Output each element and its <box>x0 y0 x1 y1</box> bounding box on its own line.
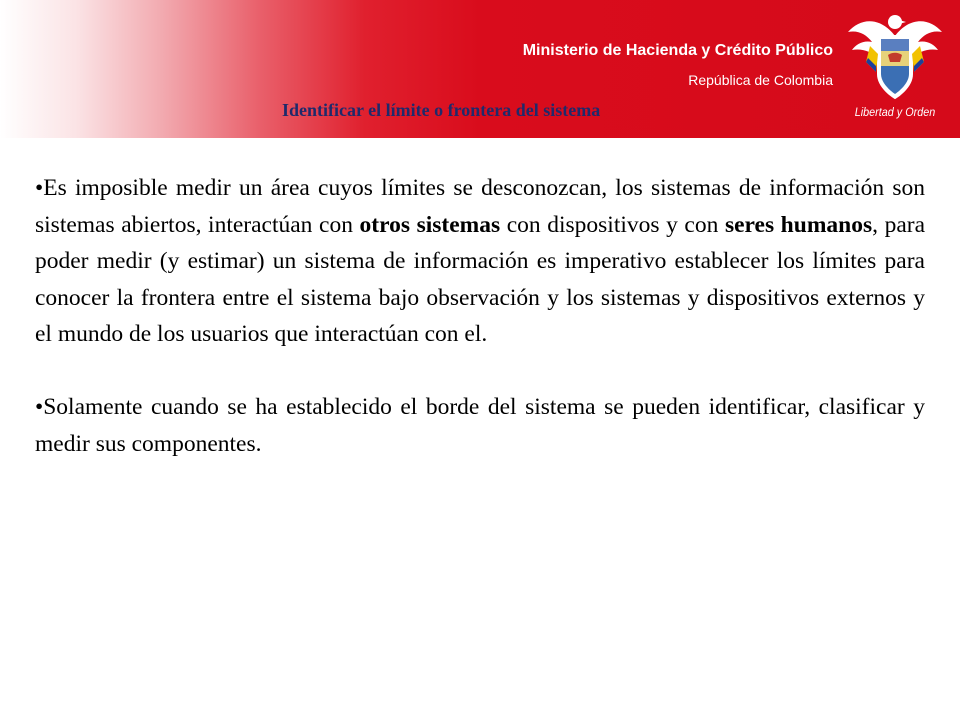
republic-name: República de Colombia <box>688 72 833 88</box>
bullet-2: • <box>35 394 44 420</box>
slide-title: Identificar el límite o frontera del sistema <box>282 100 601 120</box>
ministry-name: Ministerio de Hacienda y Crédito Público <box>522 42 833 59</box>
p1-run-1: Es imposible medir un área cuyos límites se desconozcan, los sistemas de información son sistemas abiertos, interactúan con <box>35 175 925 238</box>
p1-emph-seres-humanos: seres humanos <box>724 211 873 238</box>
p1-emph-otros-sistemas: otros sistemas <box>359 211 501 238</box>
p2-text: Solamente cuando se ha establecido el borde del sistema se pueden identificar, clasificar y medir sus componentes. <box>35 394 925 457</box>
motto-text: Libertad y Orden <box>854 105 936 119</box>
bullet-1: • <box>35 175 44 201</box>
p1-run-3: , para poder medir (y estimar) un sistema de información es imperativo establecer los límites para conocer la frontera entre el sistema bajo observación y los sistemas y dispositivos externos y el mundo de los usuarios que interactúan con el. <box>35 211 926 347</box>
paragraph-2 <box>35 389 925 462</box>
p1-run-2: con dispositivos y con <box>500 211 725 238</box>
paragraph-1 <box>35 170 925 353</box>
body-text <box>35 170 925 462</box>
